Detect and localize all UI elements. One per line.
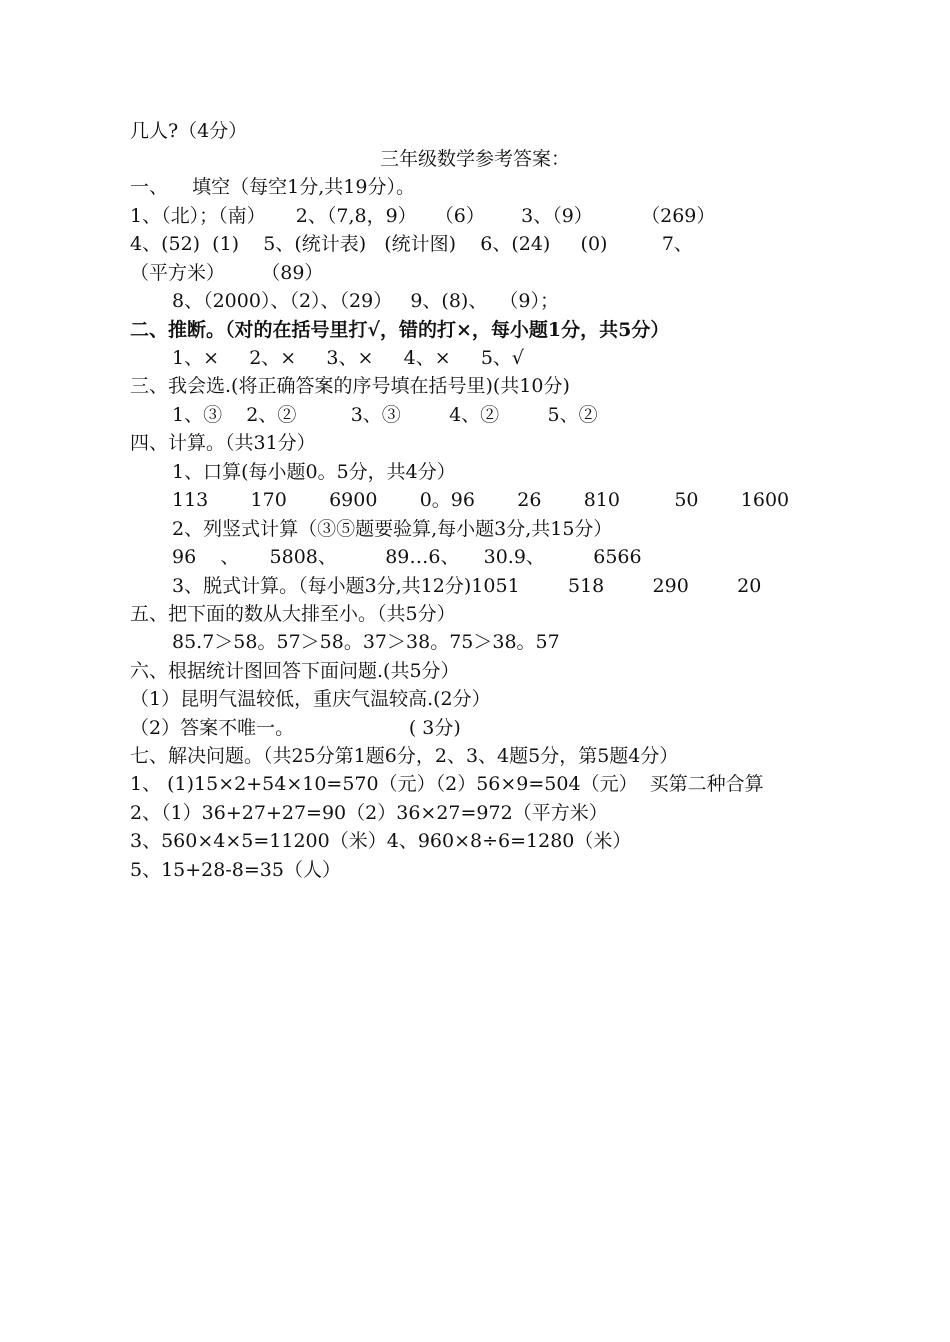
section-1-line-3: （平方米） （89）: [130, 262, 324, 284]
section-7-heading: 七、解决问题。（共25分第1题6分，2、3、4题5分，第5题4分）: [130, 745, 679, 767]
section-4-part-2-values: 96 、 5808、 89…6、 30.9、 6566: [172, 546, 642, 568]
section-7-answer-5: 5、15+28-8=35（人）: [130, 859, 341, 881]
section-3-answers: 1、③ 2、② 3、③ 4、② 5、②: [172, 404, 598, 426]
section-7-answer-1: 1、 (1)15×2+54×10=570（元）（2）56×9=504（元） 买第二种合算: [130, 773, 764, 795]
section-6-answer-2: （2）答案不唯一。 ( 3分): [130, 717, 461, 739]
section-7-answer-3-4: 3、560×4×5=11200（米）4、960×8÷6=1280（米）: [130, 830, 632, 852]
section-4-part-2-label: 2、列竖式计算（③⑤题要验算,每小题3分,共15分）: [172, 518, 613, 540]
section-2-answers: 1、× 2、× 3、× 4、× 5、√: [172, 347, 525, 369]
section-6-answer-1: （1）昆明气温较低，重庆气温较高.(2分）: [130, 688, 491, 710]
section-6-heading: 六、根据统计图回答下面问题.(共5分）: [130, 660, 460, 682]
section-1-heading: 一、 填空（每空1分,共19分）。: [130, 176, 415, 198]
page-title: 三年级数学参考答案：: [379, 148, 570, 170]
section-2-heading: 二、推断。（对的在括号里打√，错的打×，每小题1分，共5分）: [130, 319, 670, 341]
section-1-line-4: 8、（2000）、（2）、（29） 9、(8)、 （9）；: [172, 290, 559, 312]
section-5-heading: 五、把下面的数从大排至小。（共5分）: [130, 603, 456, 625]
section-4-part-3-line: 3、脱式计算。（每小题3分,共12分)1051 518 290 20: [172, 575, 762, 597]
section-3-heading: 三、我会选.(将正确答案的序号填在括号里)(共10分): [130, 375, 570, 397]
section-4-heading: 四、计算。（共31分）: [130, 432, 316, 454]
section-4-part-1-label: 1、口算(每小题0。5分，共4分）: [172, 461, 456, 483]
section-5-answer: 85.7＞58。57＞58。37＞38。75＞38。57: [172, 631, 560, 653]
section-1-line-1: 1、（北）；（南） 2、（7,8，9） （6） 3、（9） （269）: [130, 205, 716, 227]
section-1-line-2: 4、(52) (1) 5、(统计表) (统计图) 6、(24) (0) 7、: [130, 233, 693, 255]
carryover-text: 几人?（4分）: [130, 120, 248, 142]
section-7-answer-2: 2、（1）36+27+27=90（2）36×27=972（平方米）: [130, 802, 608, 824]
section-4-part-1-values: 113 170 6900 0。96 26 810 50 1600: [172, 489, 790, 511]
